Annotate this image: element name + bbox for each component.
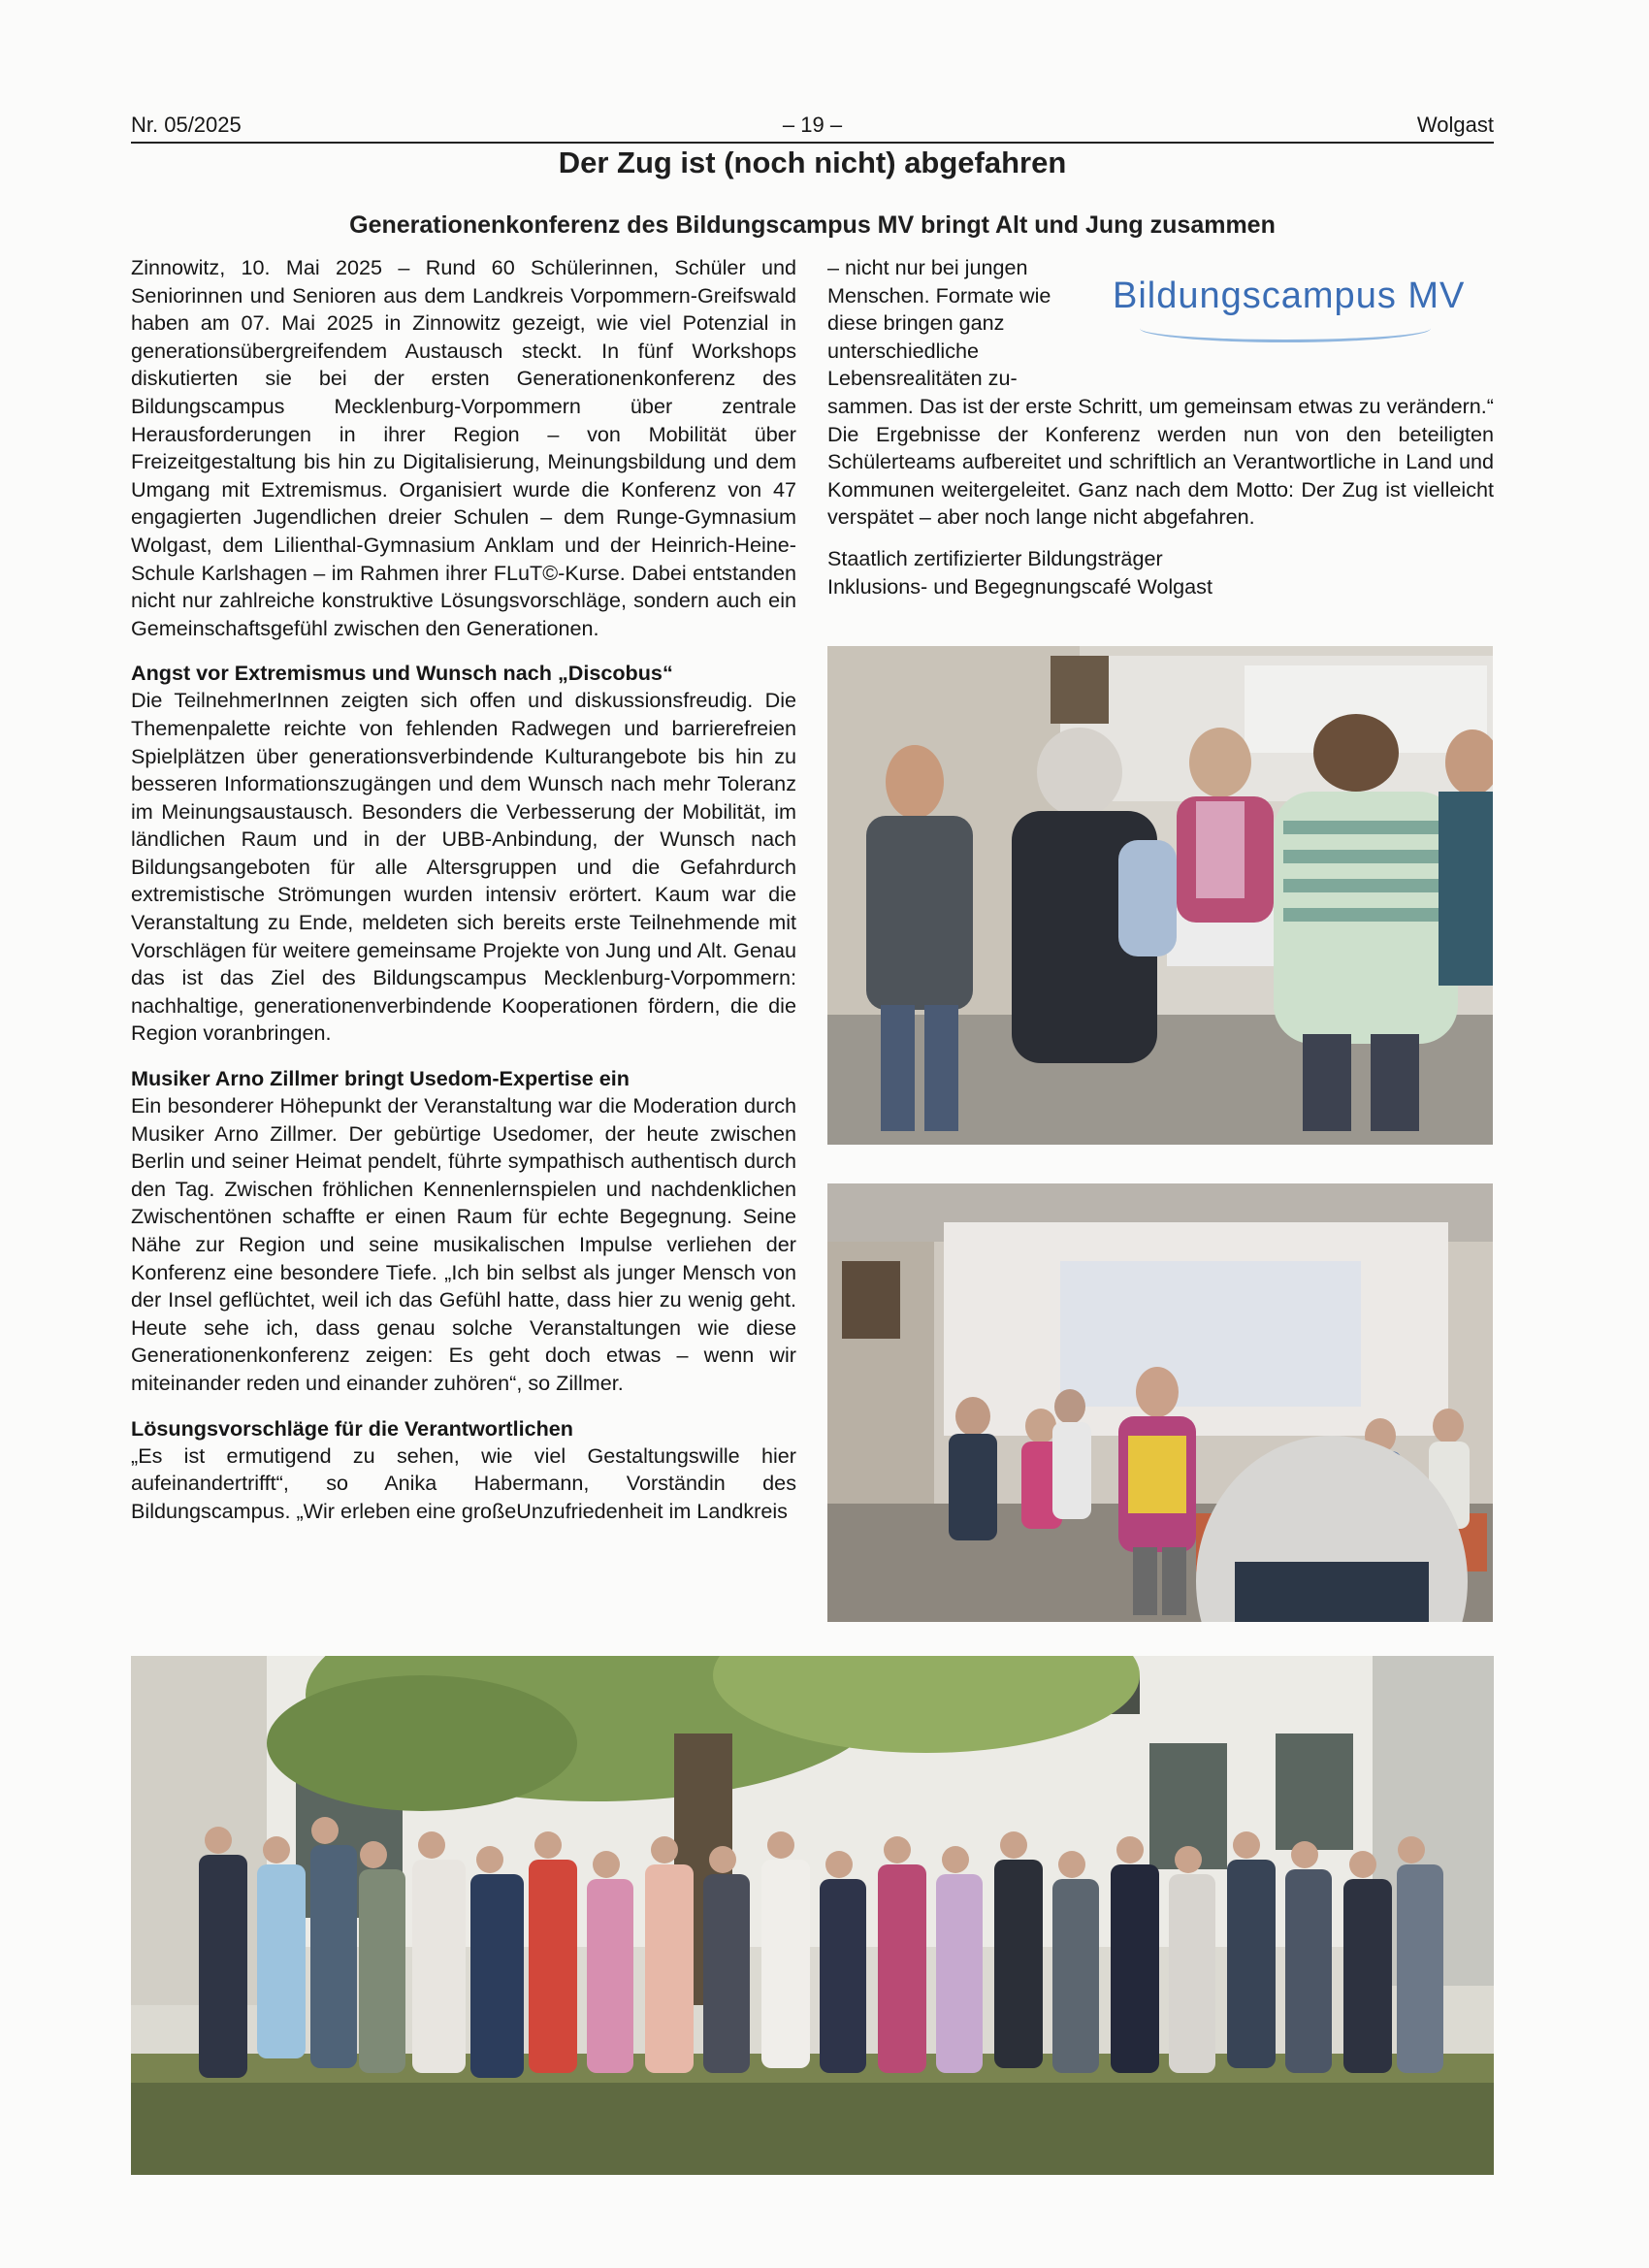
article-subtitle: Generationenkonferenz des Bildungscampus MV bringt Alt und Jung zusammen (349, 211, 1276, 239)
organization-line-2: Inklusions- und Begegnungscafé Wolgast (827, 573, 1212, 599)
paragraph-extremism: Die TeilnehmerInnen zeigten sich offen und diskussionsfreudig. Die Themenpalette reichte von fehlenden Radwegen und barrierefreien Spielplätzen über generationsverbindende Kulturangebote bis hin zu besseren Informationszugängen und dem Wunsch nach mehr Toleranz im Meinungsaustausch. Besonders die Verbesserung der Mobilität, im ländlichen Raum und in der UBB-Anbindung, der Wunsch nach Bildungsangeboten für alle Altersgruppen und die Gefahrdurch extremistische Strömungen wurden intensiv erörtert. Kaum war die Veranstaltung zu Ende, meldeten sich bereits erste Teilnehmende mit Vorschlägen für weitere gemeinsame Projekte von Jung und Alt. Genau das ist das Ziel des Bildungscampus Mecklenburg-Vorpommern: nachhaltige, generationenverbindende Kooperationen fördern, die die Region voranbringen. (131, 688, 796, 1046)
photo-group (131, 1656, 1494, 2175)
intro-paragraph: Zinnowitz, 10. Mai 2025 – Rund 60 Schülerinnen, Schüler und Seniorinnen und Senioren aus dem Landkreis Vorpommern-Greifswald haben am 07. Mai 2025 in Zinnowitz gezeigt, wie viel Potenzial in generationsübergreifendem Austausch steckt. In fünf Workshops diskutierten sie bei der ersten Generationenkonferenz des Bildungscampus Mecklenburg-Vorpommern über zentrale Herausforderungen in ihrer Region – von Mobilität über Freizeitgestaltung bis hin zu Digitalisierung, Meinungsbildung und dem Umgang mit Extremismus. Organisiert wurde die Konferenz von 47 engagierten Jugendlichen dreier Schulen – dem Runge-Gymnasium Wolgast, dem Lilienthal-Gymnasium Anklam und der Heinrich-Heine-Schule Karlshagen – im Rahmen ihrer FLuT©-Kurse. Dabei entstanden nicht nur zahlreiche konstruktive Lösungsvorschläge, sondern auch ein Gemeinschaftsgefühl zwischen den Generationen. (131, 255, 796, 640)
page-header (131, 111, 1494, 144)
left-column (131, 254, 796, 1525)
photo-moderator (827, 1183, 1493, 1622)
section-heading-extremism: Angst vor Extremismus und Wunsch nach „Discobus“ (131, 661, 673, 686)
paragraph-zillmer: Ein besonderer Höhepunkt der Veranstaltung war die Moderation durch Musiker Arno Zillmer. Der gebürtige Usedomer, der heute zwischen Berlin und seiner Heimat pendelt, führte sympathisch authentisch durch den Tag. Zwischen fröhlichen Kennenlernspielen und nachdenklichen Zwischentönen schaffte er einen Raum für echte Begegnung. Seine Nähe zur Region und seine musikalischen Impulse verliehen der Konferenz eine besondere Tiefe. „Ich bin selbst als junger Mensch von der Insel geflüchtet, weil ich das Gefühl hatte, dass hier zu wenig geht. Heute sehe ich, dass genau solche Veranstaltungen wie diese Generationenkonferenz zeigen: Es geht doch etwas – wenn wir miteinander reden und einander zuhören“, so Zillmer. (131, 1093, 796, 1395)
town-name: Wolgast (1416, 113, 1494, 137)
section-heading-solutions: Lösungsvorschläge für die Verantwortlichen (131, 1415, 573, 1441)
page-number: – 19 – (782, 113, 843, 137)
bildungscampus-logo (1101, 264, 1484, 351)
paragraph-solutions: „Es ist ermutigend zu sehen, wie viel Gestaltungswille hier aufeinandertrifft“, so Anika Habermann, Vorständin des Bildungscampus. „Wir erleben eine großeUnzufriedenheit im Landkreis (131, 1442, 796, 1523)
logo-swoosh-icon (1140, 314, 1431, 342)
section-heading-zillmer: Musiker Arno Zillmer bringt Usedom-Expertise ein (131, 1066, 630, 1091)
photo-workshop (827, 646, 1493, 1145)
organization-line-1: Staatlich zertifizierter Bildungsträger (827, 545, 1163, 570)
issue-number: Nr. 05/2025 (131, 113, 242, 137)
right-column-top: – nicht nur bei jungen Menschen. Formate wie diese bringen ganz unterschiedliche Lebensrealitäten zu- (827, 255, 1051, 391)
logo-text: Bildungscampus MV (1113, 275, 1466, 316)
article-title: Der Zug ist (noch nicht) abgefahren (558, 146, 1067, 179)
paragraph-results: sammen. Das ist der erste Schritt, um gemeinsam etwas zu verändern.“ Die Ergebnisse der Konferenz werden nun von den beteiligten Schülerteams aufbereitet und schriftlich an Verantwortliche in Land und Kommunen weitergeleitet. Ganz nach dem Motto: Der Zug ist vielleicht verspätet – aber noch lange nicht abgefahren. (827, 394, 1494, 530)
right-column (827, 393, 1494, 600)
